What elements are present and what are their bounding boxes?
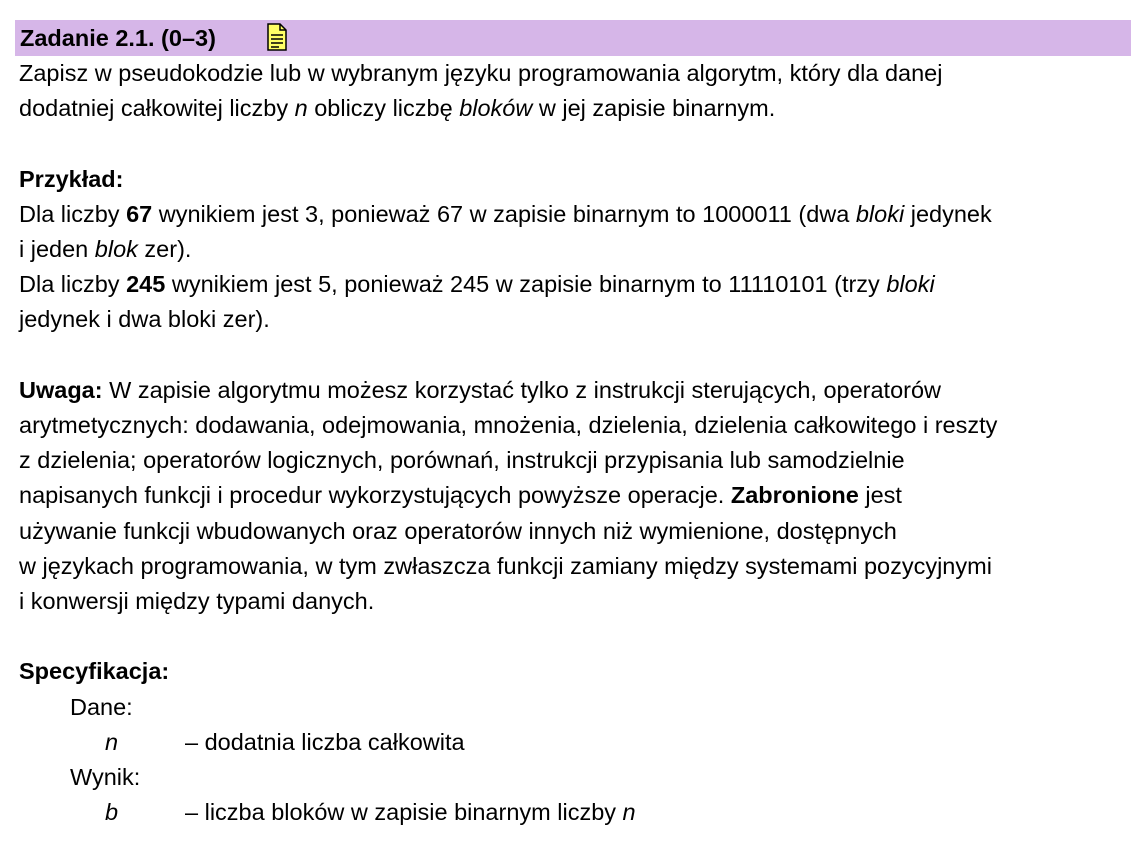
example-2-line-1: Dla liczby 245 wynikiem jest 5, ponieważ 245 w zapisie binarnym to 11110101 (trzy bloki (19, 271, 935, 298)
note-line-7: i konwersji między typami danych. (19, 588, 375, 615)
spec-output-var: b (105, 799, 119, 826)
note-label: Uwaga: (19, 376, 103, 403)
task-content (19, 56, 1139, 830)
example-heading: Przykład: (19, 165, 124, 192)
spec-heading: Specyfikacja: (19, 658, 170, 685)
note-document-icon (267, 23, 287, 51)
note-line-6: w językach programowania, w tym zwłaszcza funkcji zamiany między systemami pozycyjnymi (19, 552, 992, 579)
spec-output-desc: – liczba bloków w zapisie binarnym liczby n (185, 799, 636, 826)
spec-input-desc: – dodatnia liczba całkowita (185, 728, 465, 755)
spec-input-var: n (105, 728, 119, 755)
spec-input-label: Dane: (70, 693, 133, 720)
note-line-3: z dzielenia; operatorów logicznych, porównań, instrukcji przypisania lub samodzielnie (19, 447, 905, 474)
spec-output-label: Wynik: (70, 763, 141, 790)
spec-output-row (19, 795, 1139, 830)
task-title: Zadanie 2.1. (0–3) (20, 25, 216, 51)
spec-input-row (19, 725, 1139, 760)
spec-input-label-row (19, 690, 1139, 725)
note-line-5: używanie funkcji wbudowanych oraz operatorów innych niż wymienione, dostępnych (19, 517, 897, 544)
example-1-line-2: i jeden blok zer). (19, 236, 192, 262)
task-header-bar (15, 20, 1131, 56)
note-line-2: arytmetycznych: dodawania, odejmowania, mnożenia, dzielenia, dzielenia całkowitego i reszty (19, 412, 998, 438)
intro-line-1: Zapisz w pseudokodzie lub w wybranym języku programowania algorytm, który dla danej (19, 60, 943, 86)
intro-line-2: dodatniej całkowitej liczby n obliczy liczbę bloków w jej zapisie binarnym. (19, 95, 776, 122)
spec-output-label-row (19, 760, 1139, 795)
example-2-line-2: jedynek i dwa bloki zer). (19, 306, 270, 333)
note-line-4: napisanych funkcji i procedur wykorzystujących powyższe operacje. Zabronione jest (19, 482, 902, 509)
note-line-1: Uwaga: W zapisie algorytmu możesz korzystać tylko z instrukcji sterujących, operatorów (19, 376, 942, 403)
example-1-line-1: Dla liczby 67 wynikiem jest 3, ponieważ 67 w zapisie binarnym to 1000011 (dwa bloki jedynek (19, 200, 992, 227)
